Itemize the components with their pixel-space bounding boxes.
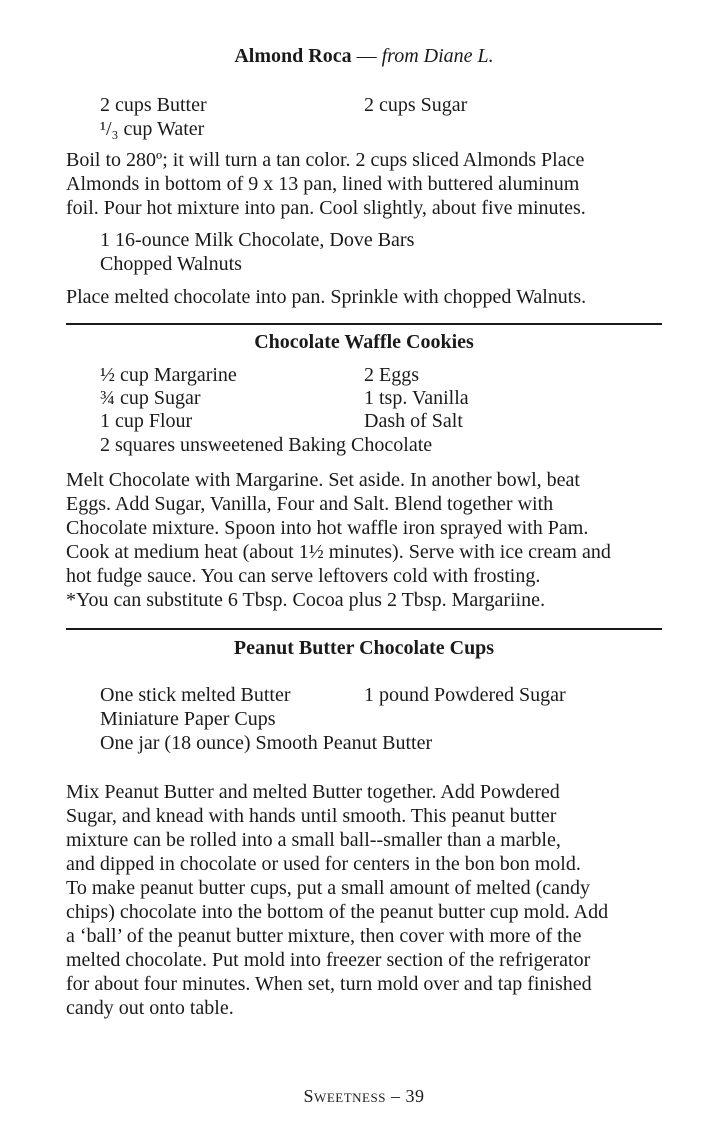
ingredient: ½ cup Margarine bbox=[100, 364, 237, 386]
instruction-line: Place melted chocolate into pan. Sprinkle with chopped Walnuts. bbox=[66, 286, 587, 308]
ingredient: One stick melted Butter bbox=[100, 684, 291, 706]
recipe-instructions bbox=[66, 780, 666, 1020]
instruction-line: foil. Pour hot mixture into pan. Cool slightly, about five minutes. bbox=[66, 197, 586, 219]
recipe-attribution: from Diane L. bbox=[381, 45, 494, 67]
instruction-line: Mix Peanut Butter and melted Butter together. Add Powdered bbox=[66, 781, 560, 803]
instruction-line: mixture can be rolled into a small ball--smaller than a marble, bbox=[66, 829, 561, 851]
instruction-line: To make peanut butter cups, put a small amount of melted (candy bbox=[66, 877, 591, 899]
instruction-line: Boil to 280º; it will turn a tan color. 2 cups sliced Almonds Place bbox=[66, 149, 585, 171]
instruction-line: hot fudge sauce. You can serve leftovers cold with frosting. bbox=[66, 565, 541, 587]
instruction-line: Almonds in bottom of 9 x 13 pan, lined with buttered aluminum bbox=[66, 173, 580, 195]
instruction-line: Sugar, and knead with hands until smooth. This peanut butter bbox=[66, 805, 557, 827]
ingredient: Chopped Walnuts bbox=[100, 253, 242, 275]
ingredient: Dash of Salt bbox=[364, 410, 463, 432]
instruction-line: for about four minutes. When set, turn mold over and tap finished bbox=[66, 973, 592, 995]
ingredient: 2 cups Butter bbox=[100, 94, 207, 116]
instruction-line: a ‘ball’ of the peanut butter mixture, then cover with more of the bbox=[66, 925, 582, 947]
instruction-line: and dipped in chocolate or used for centers in the bon bon mold. bbox=[66, 853, 581, 875]
ingredient: 1 cup Flour bbox=[100, 410, 193, 432]
ingredient: ¾ cup Sugar bbox=[100, 387, 201, 409]
recipe-title-almond-roca bbox=[66, 44, 662, 68]
instruction-line: candy out onto table. bbox=[66, 997, 234, 1019]
section-divider bbox=[66, 323, 662, 325]
recipe-title-peanut-butter-chocolate-cups: Peanut Butter Chocolate Cups bbox=[233, 637, 495, 659]
instruction-line: Cook at medium heat (about 1½ minutes). Serve with ice cream and bbox=[66, 541, 611, 563]
page-footer: Sweetness – 39 bbox=[303, 1086, 425, 1106]
instruction-line: melted chocolate. Put mold into freezer section of the refrigerator bbox=[66, 949, 591, 971]
recipe-instructions bbox=[66, 468, 666, 612]
recipe-title-chocolate-waffle-cookies: Chocolate Waffle Cookies bbox=[254, 331, 474, 353]
ingredient: Miniature Paper Cups bbox=[100, 708, 276, 730]
section-divider bbox=[66, 628, 662, 630]
instruction-line: *You can substitute 6 Tbsp. Cocoa plus 2 Tbsp. Margariine. bbox=[66, 589, 546, 611]
instruction-line: Melt Chocolate with Margarine. Set aside. In another bowl, beat bbox=[66, 469, 580, 491]
instruction-line: Eggs. Add Sugar, Vanilla, Four and Salt. Blend together with bbox=[66, 493, 554, 515]
recipe-name: Almond Roca bbox=[234, 45, 352, 67]
instruction-line: chips) chocolate into the bottom of the peanut butter cup mold. Add bbox=[66, 901, 609, 923]
recipe-instructions bbox=[66, 148, 666, 220]
recipe-instructions bbox=[66, 285, 666, 309]
ingredient: 1 tsp. Vanilla bbox=[364, 387, 469, 409]
ingredient: One jar (18 ounce) Smooth Peanut Butter bbox=[100, 732, 433, 754]
title-separator: — bbox=[356, 45, 377, 67]
instruction-line: Chocolate mixture. Spoon into hot waffle iron sprayed with Pam. bbox=[66, 517, 589, 539]
ingredient: 2 squares unsweetened Baking Chocolate bbox=[100, 434, 433, 456]
ingredient: 1 pound Powdered Sugar bbox=[364, 684, 566, 706]
ingredient: 1 16-ounce Milk Chocolate, Dove Bars bbox=[100, 229, 415, 251]
ingredient: 2 cups Sugar bbox=[364, 94, 468, 116]
ingredient: ¹/₃ cup Water bbox=[100, 118, 205, 140]
ingredient: 2 Eggs bbox=[364, 364, 419, 386]
